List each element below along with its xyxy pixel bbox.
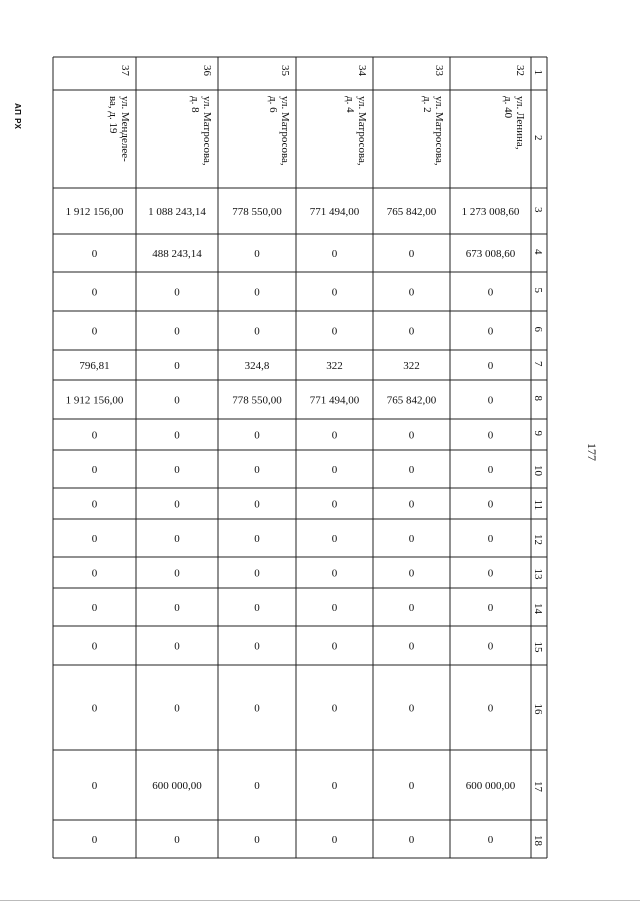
table-cell: 0 xyxy=(174,533,180,545)
table-cell: 0 xyxy=(91,602,98,614)
table-cell: 0 xyxy=(487,286,494,299)
table-cell: 0 xyxy=(254,602,260,614)
table-cell: 0 xyxy=(254,248,260,260)
table-cell: 0 xyxy=(331,640,338,653)
column-number: 3 xyxy=(532,207,544,213)
side-label: АП РХ xyxy=(13,103,22,130)
column-number: 8 xyxy=(532,395,544,401)
table-cell: 0 xyxy=(487,702,494,715)
column-number: 1 xyxy=(532,69,544,75)
table-cell: 0 xyxy=(254,567,260,580)
table-cell: 0 xyxy=(408,464,415,476)
column-number: 13 xyxy=(532,568,544,580)
table-cell: 0 xyxy=(331,429,338,442)
table-cell: 0 xyxy=(254,702,260,715)
table-cell: 796,81 xyxy=(79,360,110,372)
table-cell: 0 xyxy=(254,640,260,653)
table-cell: 1 273 008,60 xyxy=(461,206,520,218)
table-cell: 324,8 xyxy=(244,360,270,372)
table-cell: 0 xyxy=(487,533,494,545)
table-cell: 0 xyxy=(487,567,494,580)
column-number: 15 xyxy=(532,641,544,653)
column-number: 4 xyxy=(532,249,544,255)
record-address-line: ва, д. 19 xyxy=(107,96,119,134)
table-cell: 0 xyxy=(254,533,260,545)
table-cell: 600 000,00 xyxy=(465,780,516,792)
table-cell: 0 xyxy=(408,325,415,338)
table-cell: 0 xyxy=(174,602,180,614)
table-cell: 765 842,00 xyxy=(386,394,437,407)
table-cell: 0 xyxy=(331,834,338,846)
table-cell: 0 xyxy=(91,834,98,846)
table-cell: 0 xyxy=(174,640,180,653)
table-cell: 0 xyxy=(331,780,338,792)
table-cell: 0 xyxy=(174,834,180,846)
table-cell: 600 000,00 xyxy=(152,780,202,792)
column-number: 5 xyxy=(532,287,544,293)
record-address-line: д. 40 xyxy=(502,96,514,119)
table-cell: 1 088 243,14 xyxy=(148,206,206,218)
table-cell: 0 xyxy=(91,286,98,299)
table-cell: 0 xyxy=(408,834,415,846)
table-cell: 0 xyxy=(174,702,180,715)
table-cell: 0 xyxy=(174,394,180,407)
table-cell: 1 912 156,00 xyxy=(65,394,124,407)
table-cell: 0 xyxy=(487,640,494,653)
page-number: 177 xyxy=(585,443,599,461)
table-cell: 0 xyxy=(174,464,180,476)
column-number: 11 xyxy=(532,499,544,511)
table-cell: 0 xyxy=(408,533,415,545)
table-cell: 0 xyxy=(254,834,260,846)
table-cell: 0 xyxy=(91,780,98,792)
record-id: 35 xyxy=(279,65,291,76)
column-number: 7 xyxy=(532,361,544,367)
column-number: 12 xyxy=(532,534,544,545)
table-cell: 488 243,14 xyxy=(152,248,202,260)
table-cell: 0 xyxy=(408,780,415,792)
table-cell: 0 xyxy=(487,602,494,614)
table-cell: 0 xyxy=(487,834,494,846)
record-address-line: д. 8 xyxy=(189,96,201,113)
record-address-line: ул. Матросова, xyxy=(201,96,213,166)
table-cell: 0 xyxy=(408,429,415,442)
table-cell: 0 xyxy=(174,286,180,299)
table-cell: 778 550,00 xyxy=(232,394,282,407)
table-cell: 0 xyxy=(331,702,338,715)
table-cell: 0 xyxy=(487,360,494,372)
table-cell: 0 xyxy=(254,429,260,442)
table-cell: 0 xyxy=(331,248,338,260)
table-cell: 0 xyxy=(408,640,415,653)
column-number: 16 xyxy=(532,703,544,715)
table-cell: 0 xyxy=(408,702,415,715)
table-cell: 0 xyxy=(174,429,180,442)
table-cell: 0 xyxy=(408,498,415,511)
table-cell: 0 xyxy=(91,533,98,545)
table-cell: 0 xyxy=(331,602,338,614)
record-address-line: д. 6 xyxy=(267,96,279,113)
table-cell: 322 xyxy=(403,360,420,372)
table-cell: 0 xyxy=(331,464,338,476)
table-cell: 0 xyxy=(91,640,98,653)
column-number: 2 xyxy=(532,135,544,141)
column-number: 6 xyxy=(532,326,544,332)
table-cell: 0 xyxy=(254,325,260,338)
table-cell: 0 xyxy=(91,248,98,260)
record-id: 34 xyxy=(356,65,368,76)
table-cell: 0 xyxy=(331,325,338,338)
table-cell: 673 008,60 xyxy=(465,248,516,260)
column-number: 9 xyxy=(532,430,544,436)
table-cell: 771 494,00 xyxy=(309,394,360,407)
record-address-line: ул. Матросова, xyxy=(279,96,291,166)
record-address-line: ул. Матросова, xyxy=(356,96,368,166)
table-cell: 0 xyxy=(487,394,494,407)
table-cell: 0 xyxy=(408,248,415,260)
table-cell: 0 xyxy=(331,533,338,545)
table-cell: 765 842,00 xyxy=(386,206,437,218)
table-cell: 0 xyxy=(91,498,98,511)
table-cell: 0 xyxy=(487,325,494,338)
table-cell: 0 xyxy=(91,702,98,715)
table-cell: 0 xyxy=(254,286,260,299)
column-number: 18 xyxy=(532,835,544,846)
table-cell: 0 xyxy=(331,286,338,299)
table-cell: 0 xyxy=(487,429,494,442)
record-address-line: д. 2 xyxy=(421,96,433,113)
table-cell: 771 494,00 xyxy=(309,206,360,218)
table-cell: 1 912 156,00 xyxy=(65,206,124,218)
column-number: 10 xyxy=(532,465,544,476)
table-cell: 0 xyxy=(331,498,338,511)
column-number: 17 xyxy=(532,781,544,792)
table-cell: 0 xyxy=(408,602,415,614)
record-id: 37 xyxy=(119,65,131,76)
table-cell: 0 xyxy=(174,325,180,338)
table-cell: 0 xyxy=(91,429,98,442)
table-cell: 0 xyxy=(91,567,98,580)
table-cell: 778 550,00 xyxy=(232,206,282,218)
table-cell: 0 xyxy=(487,464,494,476)
table-cell: 0 xyxy=(487,498,494,511)
record-address-line: ул. Ленина, xyxy=(514,96,526,150)
table-cell: 0 xyxy=(254,498,260,511)
table-cell: 322 xyxy=(326,360,343,372)
table-cell: 0 xyxy=(408,286,415,299)
table-cell: 0 xyxy=(331,567,338,580)
record-address-line: д. 4 xyxy=(344,96,356,113)
record-address-line: ул. Матросова, xyxy=(433,96,445,166)
record-id: 36 xyxy=(201,65,213,76)
table-cell: 0 xyxy=(254,780,260,792)
column-number: 14 xyxy=(532,603,544,614)
table-cell: 0 xyxy=(174,498,180,511)
table-cell: 0 xyxy=(254,464,260,476)
record-id: 32 xyxy=(514,65,526,76)
table-cell: 0 xyxy=(174,567,180,580)
table-cell: 0 xyxy=(174,360,180,372)
table-cell: 0 xyxy=(91,464,98,476)
record-id: 33 xyxy=(433,65,445,76)
table-cell: 0 xyxy=(408,567,415,580)
record-address-line: ул. Менделее- xyxy=(119,96,131,162)
table-cell: 0 xyxy=(91,325,98,338)
